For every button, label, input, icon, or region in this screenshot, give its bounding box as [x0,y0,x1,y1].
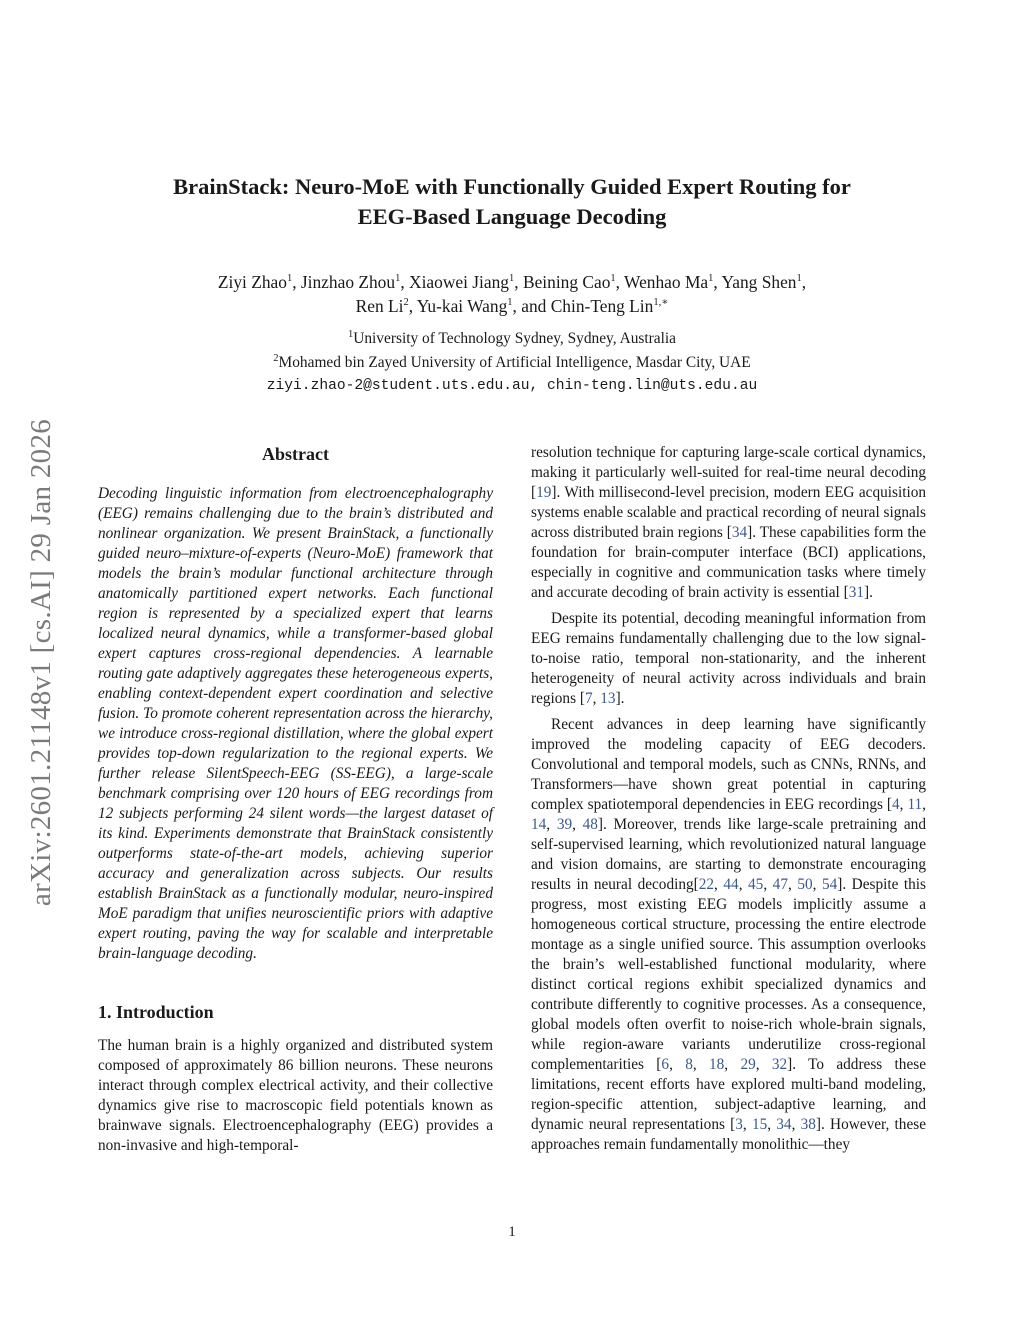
author-name: Yu-kai Wang [416,296,508,316]
citation-link[interactable]: 34 [731,524,748,541]
citation-link[interactable]: 11 [907,796,923,813]
author-list [100,270,924,318]
author-affiliation-marker: 1,∗ [653,297,669,309]
author-affiliation-marker: 1 [286,273,293,285]
citation-link[interactable]: 13 [600,690,616,707]
authors-line-2: Ren Li$^2$, Yu-kai Wang$^1$, and Chin-Teng Lin$^{1,∗}$ [355,296,669,316]
citation-link[interactable]: 45 [748,876,764,893]
author-name: Xiaowei Jiang [409,272,510,292]
abstract-heading: Abstract [262,444,329,464]
author-affiliation-marker: 1 [507,297,513,309]
intro-paragraph-3: Recent advances in deep learning have significantly improved the modeling capacity of EEG decoders. Convolutional and temporal models, such as CNNs, RNNs, and Transformers—have shown great potential in capturing complex spatiotemporal dependencies in EEG recordings [4, 11, 14, 39, 48]. Moreover, trends like large-scale pretraining and self-supervised learning, which revolutionized natural language and vision domains, are starting to demonstrate encouraging results in neural decoding[22, 44, 45, 47, 50, 54]. Despite this progress, most existing EEG models implicitly assume a homogeneous cortical structure, processing the entire electrode montage as a single unified source. This assumption overlooks the brain’s well-established functional modularity, where distinct cortical regions exhibit specialized dynamics and contribute differently to cognitive processes. As a consequence, global models often overfit to noise-rich whole-brain signals, while region-aware variants underutilize cross-regional complementarities [6, 8, 18, 29, 32]. To address these limitations, recent efforts have explored multi-band modeling, region-specific attention, subject-adaptive learning, and dynamic neural representations [3, 15, 34, 38]. However, these approaches remain fundamentally monolithic—they [531,716,927,1153]
affiliation-2 [100,352,924,374]
citation-link[interactable]: 32 [771,1056,788,1073]
author-affiliation-marker: 1 [610,273,616,285]
arxiv-id: arXiv:2601.21148v1 [cs.AI] 29 Jan 2026 [25,418,58,907]
abstract-text: Decoding linguistic information from electroencephalography (EEG) remains challenging due to the brain’s distributed and nonlinear organization. We present BrainStack, a functionally guided neuro–mixture-of-experts (Neuro-MoE) framework that models the brain’s modular functional architecture through anatomically partitioned expert networks. Each functional region is represented by a specialized expert that learns localized neural dynamics, while a transformer-based global expert captures cross-regional dependencies. A learnable routing gate adaptively aggregates these heterogeneous experts, enabling context-dependent expert coordination and selective fusion. To promote coherent representation across the hierarchy, we introduce cross-regional distillation, where the global expert provides top-down regularization to the regional experts. We further release SilentSpeech-EEG (SS-EEG), a large-scale benchmark comprising over 120 hours of EEG recordings from 12 subjects performing 24 silent words—the largest dataset of its kind. Experiments demonstrate that BrainStack consistently outperforms state-of-the-art models, achieving superior accuracy and generalization across subjects. Our results establish BrainStack as a functionally modular, neuro-inspired MoE paradigm that unifies neuroscientific priors with adaptive expert routing, paving the way for scalable and interpretable brain-language decoding. [98,485,493,962]
author-name: Jinzhao Zhou [300,272,396,292]
author-affiliation-marker: 1 [708,273,714,285]
author-affiliation-marker: 1 [395,273,401,285]
affiliation-1-marker: 1 [347,328,354,340]
arxiv-sidebar-stamp [4,380,80,945]
citation-link[interactable]: 34 [776,1116,792,1133]
affiliation-1 [100,328,924,350]
citation-link[interactable]: 50 [797,876,813,893]
author-name: Wenhao Ma [624,272,709,292]
author-name: Chin-Teng Lin [550,296,654,316]
author-name: Ren Li [355,296,404,316]
citation-link[interactable]: 6 [661,1056,670,1073]
citation-link[interactable]: 22 [698,876,715,893]
title-line-2: EEG-Based Language Decoding [357,204,667,229]
affiliation-1-text: University of Technology Sydney, Sydney, Australia [353,330,677,347]
intro-paragraph-1: The human brain is a highly organized and distributed system composed of approximately 86 billion neurons. These neurons interact through complex electrical activity, and their collective dynamics give rise to macroscopic field potentials known as brainwave signals. Electroencephalography (EEG) provides a non-invasive and high-temporal- [98,1037,493,1154]
citation-link[interactable]: 31 [848,584,865,601]
citation-link[interactable]: 8 [685,1056,693,1073]
citation-link[interactable]: 19 [536,484,552,501]
citation-link[interactable]: 54 [821,876,838,893]
authors-line-1: Ziyi Zhao$^1$, Jinzhao Zhou$^1$, Xiaowei Jiang$^1$, Beining Cao$^1$, Wenhao Ma$^1$, Yang Shen$^1$, [217,272,807,292]
author-name: Beining Cao [522,272,611,292]
intro-paragraph-2: Despite its potential, decoding meaningful information from EEG remains fundamentally challenging due to the low signal-to-noise ratio, temporal non-stationarity, and the inherent heterogeneity of neural activity across individuals and brain regions [7, 13]. [531,610,926,707]
citation-link[interactable]: 38 [800,1116,816,1133]
citation-link[interactable]: 47 [772,876,788,893]
citation-link[interactable]: 48 [582,816,598,833]
intro-paragraph-1-continued: resolution technique for capturing large-scale cortical dynamics, making it particularly well-suited for real-time neural decoding [19]. With millisecond-level precision, modern EEG acquisition systems enable scalable and practical recording of neural signals across distributed brain regions [34]. These capabilities form the foundation for brain-computer interface (BCI) applications, especially in cognitive and communication tasks where timely and accurate decoding of brain activity is essential [31]. [531,444,927,601]
citation-link[interactable]: 18 [709,1056,725,1073]
title-line-1: BrainStack: Neuro-MoE with Functionally Guided Expert Routing for [173,174,851,199]
citation-link[interactable]: 7 [584,690,593,707]
left-column [98,442,493,1156]
citation-link[interactable]: 4 [892,796,900,813]
citation-link[interactable]: 15 [751,1116,768,1133]
citation-link[interactable]: 3 [735,1116,743,1133]
author-affiliation-marker: 2 [403,297,409,309]
author-name: Ziyi Zhao [217,272,287,292]
page-number: 1 [508,1224,516,1240]
author-name: Yang Shen [721,272,797,292]
citation-link[interactable]: 14 [531,816,547,833]
paper-title [100,172,924,232]
author-emails[interactable]: ziyi.zhao-2@student.uts.edu.au, chin-teng.lin@uts.edu.au [266,378,758,394]
affiliation-2-text: Mohamed bin Zayed University of Artificial Intelligence, Masdar City, UAE [278,354,751,371]
right-column [531,443,926,1155]
author-affiliation-marker: 1 [796,273,802,285]
affiliation-2-marker: 2 [273,352,279,364]
citation-link[interactable]: 29 [740,1056,756,1073]
citation-link[interactable]: 44 [723,876,739,893]
author-affiliation-marker: 1 [509,273,515,285]
introduction-heading: 1. Introduction [98,1002,214,1022]
citation-link[interactable]: 39 [556,816,573,833]
